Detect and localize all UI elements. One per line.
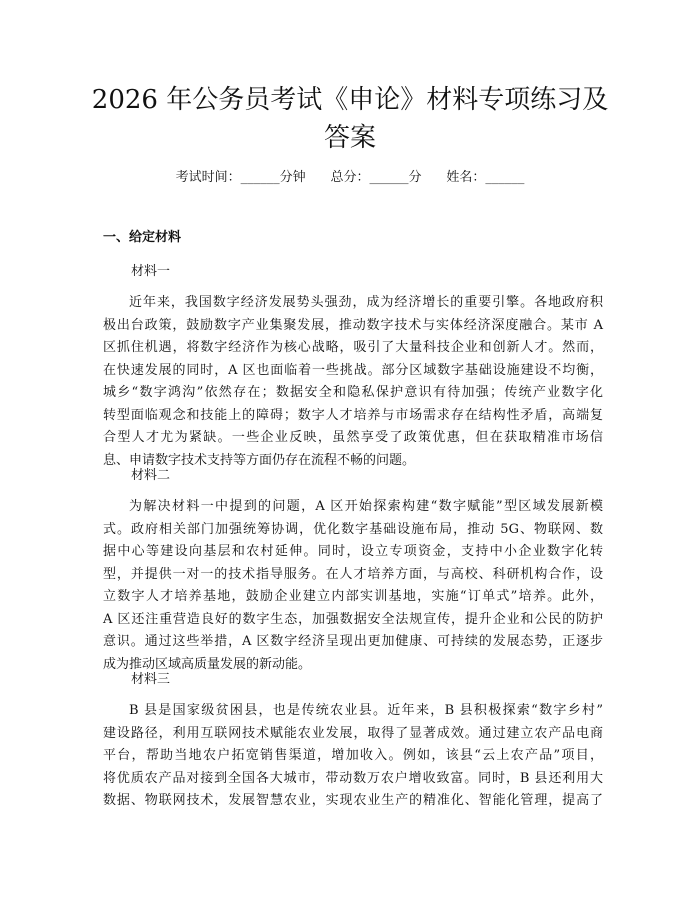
paragraph-line: 型，并提供一对一的技术指导服务。在人才培养方面，与高校、科研机构合作，设 (103, 566, 603, 582)
paragraph-line: 将优质农产品对接到全国各大城市，带动数万农户增收致富。同时，B 县还利用大 (103, 770, 603, 786)
material-3-title: 材料三 (131, 672, 171, 687)
paragraph-line: 式。政府相关部门加强统筹协调，优化数字基础设施布局，推动 5G、物联网、数 (103, 521, 603, 537)
material-1-title: 材料一 (131, 264, 171, 279)
paragraph-line: 成为推动区域高质量发展的新动能。 (103, 656, 312, 672)
paragraph-line: 在快速发展的同时，A 区也面临着一些挑战。部分区域数字基础设施建设不均衡， (103, 362, 603, 378)
document-title-line-1: 2026 年公务员考试《申论》材料专项练习及 (91, 85, 609, 115)
paragraph-line: 意识。通过这些举措，A 区数字经济呈现出更加健康、可持续的发展态势，正逐步 (103, 634, 603, 649)
material-1-paragraph (103, 292, 603, 472)
exam-info-line (0, 168, 700, 188)
paragraph-line: 据中心等建设向基层和农村延伸。同时，设立专项资金，支持中小企业数字化转 (103, 544, 603, 559)
total-score-label: 总分： (330, 170, 370, 185)
exam-time-label: 考试时间： (175, 170, 241, 185)
paragraph-line: 合型人才尤为紧缺。一些企业反映，虽然享受了政策优惠，但在获取精准市场信 (103, 430, 603, 445)
material-2-title: 材料二 (131, 468, 171, 483)
paragraph-line: 转型面临观念和技能上的障碍；数字人才培养与市场需求存在结构性矛盾，高端复 (103, 407, 603, 423)
total-score-blank: ______ (369, 170, 409, 185)
paragraph-line: 平台，帮助当地农户拓宽销售渠道，增加收入。例如，该县“云上农产品”项目， (103, 748, 603, 763)
paragraph-line: 区抓住机遇，将数字经济作为核心战略，吸引了大量科技企业和创新人才。然而， (103, 340, 603, 355)
paragraph-line: B 县是国家级贫困县，也是传统农业县。近年来，B 县积极探索“数字乡村” (129, 703, 603, 718)
paragraph-line: 建设路径，利用互联网技术赋能农业发展，取得了显著成效。通过建立农产品电商 (103, 725, 603, 741)
paragraph-line: 息、申请数字技术支持等方面仍存在流程不畅的问题。 (103, 452, 416, 468)
paragraph-line: A 区还注重营造良好的数字生态，加强数据安全法规宣传，提升企业和公民的防护 (103, 611, 603, 627)
document-title-line-2: 答案 (323, 123, 376, 153)
paragraph-line: 数据、物联网技术，发展智慧农业，实现农业生产的精准化、智能化管理，提高了 (103, 793, 603, 808)
name-blank: ______ (485, 170, 525, 185)
exam-time-unit: 分钟 (279, 170, 306, 185)
exam-time-blank: ______ (240, 170, 280, 185)
name-label: 姓名： (446, 170, 486, 185)
paragraph-line: 为解决材料一中提到的问题，A 区开始探索构建“数字赋能”型区域发展新模 (129, 499, 603, 514)
section-heading: 一、给定材料 (103, 230, 182, 245)
paragraph-line: 城乡“数字鸿沟”依然存在；数据安全和隐私保护意识有待加强；传统产业数字化 (103, 385, 603, 400)
paragraph-line: 立数字人才培养基地，鼓励企业建立内部实训基地，实施“订单式”培养。此外， (103, 589, 603, 604)
material-3-paragraph (103, 700, 603, 813)
paragraph-line: 近年来，我国数字经济发展势头强劲，成为经济增长的重要引擎。各地政府积 (129, 295, 603, 310)
paragraph-line: 极出台政策，鼓励数字产业集聚发展，推动数字技术与实体经济深度融合。某市 A (103, 317, 603, 333)
material-2-paragraph (103, 496, 603, 676)
total-score-unit: 分 (408, 170, 422, 185)
